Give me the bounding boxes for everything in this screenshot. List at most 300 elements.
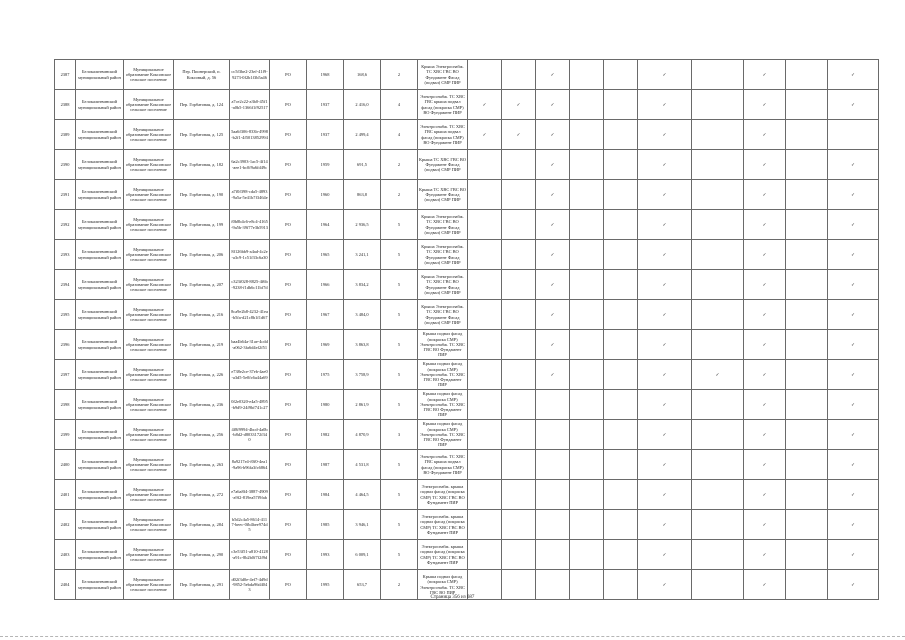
check-cell — [638, 390, 692, 420]
checkmark-icon: ✓ — [662, 401, 667, 407]
area-cell: 3 863,8 — [344, 330, 381, 360]
house-id-cell: 5aa6f306-833b-4998-b2f1-4f5013852994 — [230, 120, 270, 150]
municipality-cell: Муниципальное образование Коксовское сельское поселение — [124, 60, 174, 90]
checkmark-icon: ✓ — [662, 191, 667, 197]
row-number: 2391 — [55, 180, 76, 210]
year-cell: 1975 — [307, 360, 344, 390]
check-cell — [828, 300, 879, 330]
table-row — [55, 540, 879, 570]
checkmark-icon: ✓ — [762, 521, 767, 527]
checkmark-icon: ✓ — [550, 131, 555, 137]
table-row — [55, 90, 879, 120]
checkmark-icon: ✓ — [851, 71, 855, 77]
works-list-cell: Электроснабж. крыша подвал фасад (покраска СМР) ТС ХВС ГВС ВО Фундамент ПИР — [418, 540, 468, 570]
district-cell: Белокалитвинский муниципальный район — [76, 480, 124, 510]
address-cell: Пер. Горбатовая, д. 219 — [174, 330, 230, 360]
check-cell — [828, 270, 879, 300]
check-cell — [744, 540, 786, 570]
check-cell — [828, 360, 879, 390]
checkmark-icon: ✓ — [662, 131, 667, 137]
checkmark-icon: ✓ — [550, 221, 555, 227]
checkmark-icon: ✓ — [762, 401, 767, 407]
address-cell: Пер. Горбатовая, д. 216 — [174, 300, 230, 330]
check-cell — [638, 180, 692, 210]
area-cell: 4 870,9 — [344, 420, 381, 450]
area-cell: 2 499,4 — [344, 120, 381, 150]
works-list-cell: Электроснабж. ТС ХВС ГВС крыша подвал фасад (покраска СМР) ВО Фундамент ПИР — [418, 120, 468, 150]
row-number: 2387 — [55, 60, 76, 90]
row-number: 2403 — [55, 540, 76, 570]
checkmark-icon: ✓ — [762, 221, 767, 227]
municipality-cell: Муниципальное образование Коксовское сельское поселение — [124, 150, 174, 180]
district-cell: Белокалитвинский муниципальный район — [76, 300, 124, 330]
municipality-cell: Муниципальное образование Коксовское сельское поселение — [124, 480, 174, 510]
check-cell — [604, 360, 638, 390]
checkmark-icon: ✓ — [715, 371, 720, 377]
wall-material-cell: РО — [270, 60, 307, 90]
check-cell — [468, 180, 502, 210]
check-cell — [828, 60, 879, 90]
wall-material-cell: РО — [270, 480, 307, 510]
year-cell: 1968 — [307, 60, 344, 90]
check-cell — [692, 420, 744, 450]
row-number: 2394 — [55, 270, 76, 300]
row-number: 2399 — [55, 420, 76, 450]
floors-cell: 5 — [381, 510, 418, 540]
area-cell: 3 484,0 — [344, 300, 381, 330]
check-cell — [604, 150, 638, 180]
check-cell — [744, 360, 786, 390]
address-cell: Пер. Горбатовая, д. 290 — [174, 540, 230, 570]
check-cell — [536, 300, 570, 330]
checkmark-icon: ✓ — [851, 431, 855, 437]
floors-cell: 5 — [381, 480, 418, 510]
checkmark-icon: ✓ — [851, 341, 855, 347]
check-cell — [638, 120, 692, 150]
row-number: 2395 — [55, 300, 76, 330]
house-id-cell: b5d2c4a5-8614-4117-beec-0fb4bee974d5 — [230, 510, 270, 540]
check-cell — [570, 180, 604, 210]
check-cell — [570, 450, 604, 480]
check-cell — [692, 210, 744, 240]
row-number: 2397 — [55, 360, 76, 390]
check-cell — [828, 330, 879, 360]
check-cell — [536, 540, 570, 570]
check-cell — [604, 540, 638, 570]
check-cell — [468, 150, 502, 180]
check-cell — [604, 270, 638, 300]
check-cell — [638, 300, 692, 330]
checkmark-icon: ✓ — [762, 281, 767, 287]
check-cell — [744, 510, 786, 540]
floors-cell: 5 — [381, 540, 418, 570]
check-cell — [692, 330, 744, 360]
year-cell: 1993 — [307, 540, 344, 570]
check-cell — [570, 510, 604, 540]
floors-cell: 5 — [381, 270, 418, 300]
check-cell — [786, 90, 828, 120]
check-cell — [502, 150, 536, 180]
checkmark-icon: ✓ — [662, 461, 667, 467]
floors-cell: 5 — [381, 360, 418, 390]
row-number: 2404 — [55, 570, 76, 600]
check-cell — [536, 420, 570, 450]
check-cell — [786, 150, 828, 180]
check-cell — [502, 330, 536, 360]
works-list-cell: Крыша подвал фасад (покраска СМР) Электроснабж. ТС ХВС ГВС ВО ПИР — [418, 570, 468, 600]
floors-cell: 5 — [381, 330, 418, 360]
check-cell — [828, 180, 879, 210]
check-cell — [744, 120, 786, 150]
wall-material-cell: РО — [270, 270, 307, 300]
area-cell: 2 861,9 — [344, 390, 381, 420]
check-cell — [692, 510, 744, 540]
row-number: 2392 — [55, 210, 76, 240]
checkmark-icon: ✓ — [851, 281, 855, 287]
floors-cell: 2 — [381, 150, 418, 180]
checkmark-icon: ✓ — [550, 341, 555, 347]
check-cell — [638, 210, 692, 240]
check-cell — [786, 60, 828, 90]
checkmark-icon: ✓ — [550, 71, 555, 77]
check-cell — [828, 480, 879, 510]
check-cell — [744, 240, 786, 270]
area-cell: 4 531,8 — [344, 450, 381, 480]
works-list-cell: Электроснабж. крыша подвал фасад (покраска СМР) ТС ХВС ГВС ВО Фундамент ПИР — [418, 510, 468, 540]
check-cell — [468, 360, 502, 390]
check-cell — [468, 300, 502, 330]
wall-material-cell: РО — [270, 450, 307, 480]
checkmark-icon: ✓ — [662, 581, 667, 587]
check-cell — [692, 180, 744, 210]
floors-cell: 2 — [381, 60, 418, 90]
capital-repair-register-table — [54, 59, 879, 600]
check-cell — [828, 240, 879, 270]
check-cell — [744, 420, 786, 450]
row-number: 2402 — [55, 510, 76, 540]
address-cell: Пер. Горбатовая, д. 236 — [174, 390, 230, 420]
wall-material-cell: РО — [270, 420, 307, 450]
checkmark-icon: ✓ — [550, 251, 555, 257]
check-cell — [786, 510, 828, 540]
check-cell — [744, 90, 786, 120]
checkmark-icon: ✓ — [762, 491, 767, 497]
check-cell — [468, 390, 502, 420]
checkmark-icon: ✓ — [550, 101, 555, 107]
year-cell: 1964 — [307, 210, 344, 240]
scan-edge-line — [0, 636, 905, 637]
municipality-cell: Муниципальное образование Коксовское сельское поселение — [124, 210, 174, 240]
district-cell: Белокалитвинский муниципальный район — [76, 240, 124, 270]
check-cell — [570, 390, 604, 420]
check-cell — [570, 60, 604, 90]
floors-cell: 5 — [381, 300, 418, 330]
checkmark-icon: ✓ — [662, 371, 667, 377]
check-cell — [828, 90, 879, 120]
check-cell — [502, 510, 536, 540]
area-cell: 168,6 — [344, 60, 381, 90]
table-row — [55, 360, 879, 390]
area-cell: 6 009,1 — [344, 540, 381, 570]
works-list-cell: Крыша Электроснабж. ТС ХВС ГВС ВО Фундамент Фасад (подвал) СМР ПИР — [418, 270, 468, 300]
check-cell — [502, 240, 536, 270]
floors-cell: 5 — [381, 450, 418, 480]
check-cell — [828, 450, 879, 480]
check-cell — [604, 450, 638, 480]
check-cell — [468, 240, 502, 270]
check-cell — [828, 540, 879, 570]
row-number: 2388 — [55, 90, 76, 120]
works-list-cell: Крыша Электроснабж. ТС ХВС ГВС ВО Фундамент Фасад (подвал) СМР ПИР — [418, 210, 468, 240]
works-list-cell: Крыша подвал фасад (покраска СМР) Электроснабж. ТС ХВС ГВС ВО Фундамент ПИР — [418, 330, 468, 360]
house-id-cell: 4f8f9994-4bcd-4a0b-b8d2-d8033172f340 — [230, 420, 270, 450]
district-cell: Белокалитвинский муниципальный район — [76, 420, 124, 450]
year-cell: 1965 — [307, 240, 344, 270]
municipality-cell: Муниципальное образование Коксовское сельское поселение — [124, 570, 174, 600]
house-id-cell: 6a2c3903-1ac5-4f14-aee1-bc0f9a6fd49c — [230, 150, 270, 180]
works-list-cell: Крыша подвал фасад (покраска СМР) Электроснабж. ТС ХВС ГВС ВО Фундамент ПИР — [418, 390, 468, 420]
municipality-cell: Муниципальное образование Коксовское сельское поселение — [124, 180, 174, 210]
check-cell — [638, 330, 692, 360]
check-cell — [468, 210, 502, 240]
check-cell — [786, 480, 828, 510]
checkmark-icon: ✓ — [662, 521, 667, 527]
check-cell — [692, 270, 744, 300]
check-cell — [638, 450, 692, 480]
works-list-cell: Крыша подвал фасад (покраска СМР) Электроснабж. ТС ХВС ГВС ВО Фундамент ПИР — [418, 420, 468, 450]
check-cell — [536, 270, 570, 300]
checkmark-icon: ✓ — [851, 551, 855, 557]
checkmark-icon: ✓ — [851, 221, 855, 227]
municipality-cell: Муниципальное образование Коксовское сельское поселение — [124, 120, 174, 150]
check-cell — [468, 330, 502, 360]
check-cell — [828, 420, 879, 450]
checkmark-icon: ✓ — [762, 131, 767, 137]
wall-material-cell: РО — [270, 390, 307, 420]
check-cell — [786, 210, 828, 240]
checkmark-icon: ✓ — [851, 161, 855, 167]
works-list-cell: Крыша Электроснабж. ТС ХВС ГВС ВО Фундамент Фасад (подвал) СМР ПИР — [418, 240, 468, 270]
works-list-cell: Электроснабж. ТС ХВС ГВС крыша подвал фасад (покраска СМР) ВО Фундамент ПИР — [418, 90, 468, 120]
checkmark-icon: ✓ — [762, 431, 767, 437]
year-cell: 1980 — [307, 390, 344, 420]
check-cell — [536, 150, 570, 180]
checkmark-icon: ✓ — [762, 161, 767, 167]
checkmark-icon: ✓ — [851, 191, 855, 197]
check-cell — [502, 480, 536, 510]
district-cell: Белокалитвинский муниципальный район — [76, 60, 124, 90]
checkmark-icon: ✓ — [851, 251, 855, 257]
checkmark-icon: ✓ — [851, 521, 855, 527]
floors-cell: 4 — [381, 90, 418, 120]
house-id-cell: c323f028-8825-4f6b-9238-f1db6c11bf7d — [230, 270, 270, 300]
house-id-cell: a7ce2c22-a3b0-45f1-a0b5-1366f1f92517 — [230, 90, 270, 120]
check-cell — [502, 390, 536, 420]
year-cell: 1984 — [307, 480, 344, 510]
check-cell — [638, 360, 692, 390]
register-body — [55, 60, 879, 600]
check-cell — [536, 240, 570, 270]
wall-material-cell: РО — [270, 150, 307, 180]
district-cell: Белокалитвинский муниципальный район — [76, 390, 124, 420]
check-cell — [692, 360, 744, 390]
check-cell — [502, 270, 536, 300]
table-row — [55, 450, 879, 480]
table-row — [55, 330, 879, 360]
district-cell: Белокалитвинский муниципальный район — [76, 120, 124, 150]
check-cell — [692, 450, 744, 480]
house-id-cell: c3e53f51-a810-4128-a91c-8b2b0f7f2f9d — [230, 540, 270, 570]
checkmark-icon: ✓ — [550, 311, 555, 317]
check-cell — [604, 240, 638, 270]
address-cell: Пер. Горбатовая, д. 124 — [174, 90, 230, 120]
check-cell — [502, 360, 536, 390]
floors-cell: 5 — [381, 390, 418, 420]
year-cell: 1937 — [307, 120, 344, 150]
address-cell: Пер. Горбатовая, д. 226 — [174, 360, 230, 390]
works-list-cell: Крыша Электроснабж. ТС ХВС ГВС ВО Фундамент Фасад (подвал) СМР ПИР — [418, 60, 468, 90]
check-cell — [502, 300, 536, 330]
check-cell — [786, 360, 828, 390]
row-number: 2393 — [55, 240, 76, 270]
check-cell — [502, 60, 536, 90]
house-id-cell: f0b8b4c6-e8c4-4165-9a5b-39f77e3b5913 — [230, 210, 270, 240]
check-cell — [536, 90, 570, 120]
municipality-cell: Муниципальное образование Коксовское сельское поселение — [124, 330, 174, 360]
works-list-cell: Электроснабж. ТС ХВС ГВС крыша подвал фасад (покраска СМР) ВО Фундамент ПИР — [418, 450, 468, 480]
checkmark-icon: ✓ — [762, 371, 767, 377]
municipality-cell: Муниципальное образование Коксовское сельское поселение — [124, 510, 174, 540]
wall-material-cell: РО — [270, 240, 307, 270]
address-cell: Пер. Горбатовая, д. 125 — [174, 120, 230, 150]
district-cell: Белокалитвинский муниципальный район — [76, 360, 124, 390]
checkmark-icon: ✓ — [762, 251, 767, 257]
check-cell — [786, 180, 828, 210]
check-cell — [604, 120, 638, 150]
address-cell: Пер. Горбатовая, д. 199 — [174, 210, 230, 240]
check-cell — [570, 240, 604, 270]
check-cell — [536, 180, 570, 210]
municipality-cell: Муниципальное образование Коксовское сельское поселение — [124, 390, 174, 420]
house-id-cell: e7a6a8f4-3887-4909-a9f2-819ea57f9fab — [230, 480, 270, 510]
check-cell — [786, 420, 828, 450]
check-cell — [604, 180, 638, 210]
check-cell — [536, 120, 570, 150]
address-cell: Пер. Горбатовая, д. 272 — [174, 480, 230, 510]
area-cell: 691,5 — [344, 150, 381, 180]
check-cell — [502, 420, 536, 450]
floors-cell: 2 — [381, 180, 418, 210]
check-cell — [744, 150, 786, 180]
check-cell — [828, 510, 879, 540]
check-cell — [536, 390, 570, 420]
checkmark-icon: ✓ — [550, 161, 555, 167]
floors-cell: 2 — [381, 570, 418, 600]
check-cell — [502, 210, 536, 240]
checkmark-icon: ✓ — [662, 221, 667, 227]
checkmark-icon: ✓ — [662, 491, 667, 497]
checkmark-icon: ✓ — [851, 401, 855, 407]
municipality-cell: Муниципальное образование Коксовское сельское поселение — [124, 90, 174, 120]
check-cell — [536, 480, 570, 510]
year-cell: 1987 — [307, 450, 344, 480]
checkmark-icon: ✓ — [550, 281, 555, 287]
checkmark-icon: ✓ — [516, 131, 521, 137]
check-cell — [786, 540, 828, 570]
check-cell — [570, 210, 604, 240]
check-cell — [638, 240, 692, 270]
municipality-cell: Муниципальное образование Коксовское сельское поселение — [124, 360, 174, 390]
check-cell — [692, 300, 744, 330]
year-cell: 1959 — [307, 150, 344, 180]
checkmark-icon: ✓ — [851, 581, 855, 587]
checkmark-icon: ✓ — [662, 341, 667, 347]
check-cell — [744, 330, 786, 360]
check-cell — [638, 540, 692, 570]
checkmark-icon: ✓ — [762, 551, 767, 557]
check-cell — [604, 300, 638, 330]
house-id-cell: a7f0f398-cda5-4893-9a5a-5e41b7f3464e — [230, 180, 270, 210]
wall-material-cell: РО — [270, 180, 307, 210]
house-id-cell: baa4b64a-31ae-4cdd-a062-3fa6d4ef2f51 — [230, 330, 270, 360]
check-cell — [468, 450, 502, 480]
year-cell: 1937 — [307, 90, 344, 120]
check-cell — [786, 240, 828, 270]
check-cell — [570, 150, 604, 180]
table-row — [55, 240, 879, 270]
check-cell — [786, 120, 828, 150]
checkmark-icon: ✓ — [662, 281, 667, 287]
check-cell — [468, 480, 502, 510]
check-cell — [744, 480, 786, 510]
district-cell: Белокалитвинский муниципальный район — [76, 270, 124, 300]
check-cell — [604, 420, 638, 450]
house-id-cell: d02f3d0e-4ef7-4d9d-9852-5ebda96d4043 — [230, 570, 270, 600]
check-cell — [692, 240, 744, 270]
area-cell: 653,7 — [344, 570, 381, 600]
check-cell — [786, 270, 828, 300]
floors-cell: 3 — [381, 420, 418, 450]
area-cell: 2 416,0 — [344, 90, 381, 120]
checkmark-icon: ✓ — [762, 71, 767, 77]
checkmark-icon: ✓ — [550, 191, 555, 197]
floors-cell: 5 — [381, 240, 418, 270]
check-cell — [638, 270, 692, 300]
check-cell — [536, 210, 570, 240]
row-number: 2398 — [55, 390, 76, 420]
wall-material-cell: РО — [270, 540, 307, 570]
floors-cell: 5 — [381, 210, 418, 240]
check-cell — [570, 120, 604, 150]
check-cell — [536, 330, 570, 360]
check-cell — [638, 480, 692, 510]
check-cell — [744, 210, 786, 240]
check-cell — [692, 390, 744, 420]
check-cell — [828, 390, 879, 420]
checkmark-icon: ✓ — [516, 101, 521, 107]
checkmark-icon: ✓ — [851, 371, 855, 377]
check-cell — [604, 210, 638, 240]
check-cell — [604, 60, 638, 90]
check-cell — [468, 510, 502, 540]
check-cell — [638, 150, 692, 180]
check-cell — [692, 60, 744, 90]
row-number: 2390 — [55, 150, 76, 180]
district-cell: Белокалитвинский муниципальный район — [76, 570, 124, 600]
check-cell — [604, 90, 638, 120]
check-cell — [692, 120, 744, 150]
house-id-cell: 8a9217e4-f0f0-4ea1-9a96-b96fa3fc6864 — [230, 450, 270, 480]
